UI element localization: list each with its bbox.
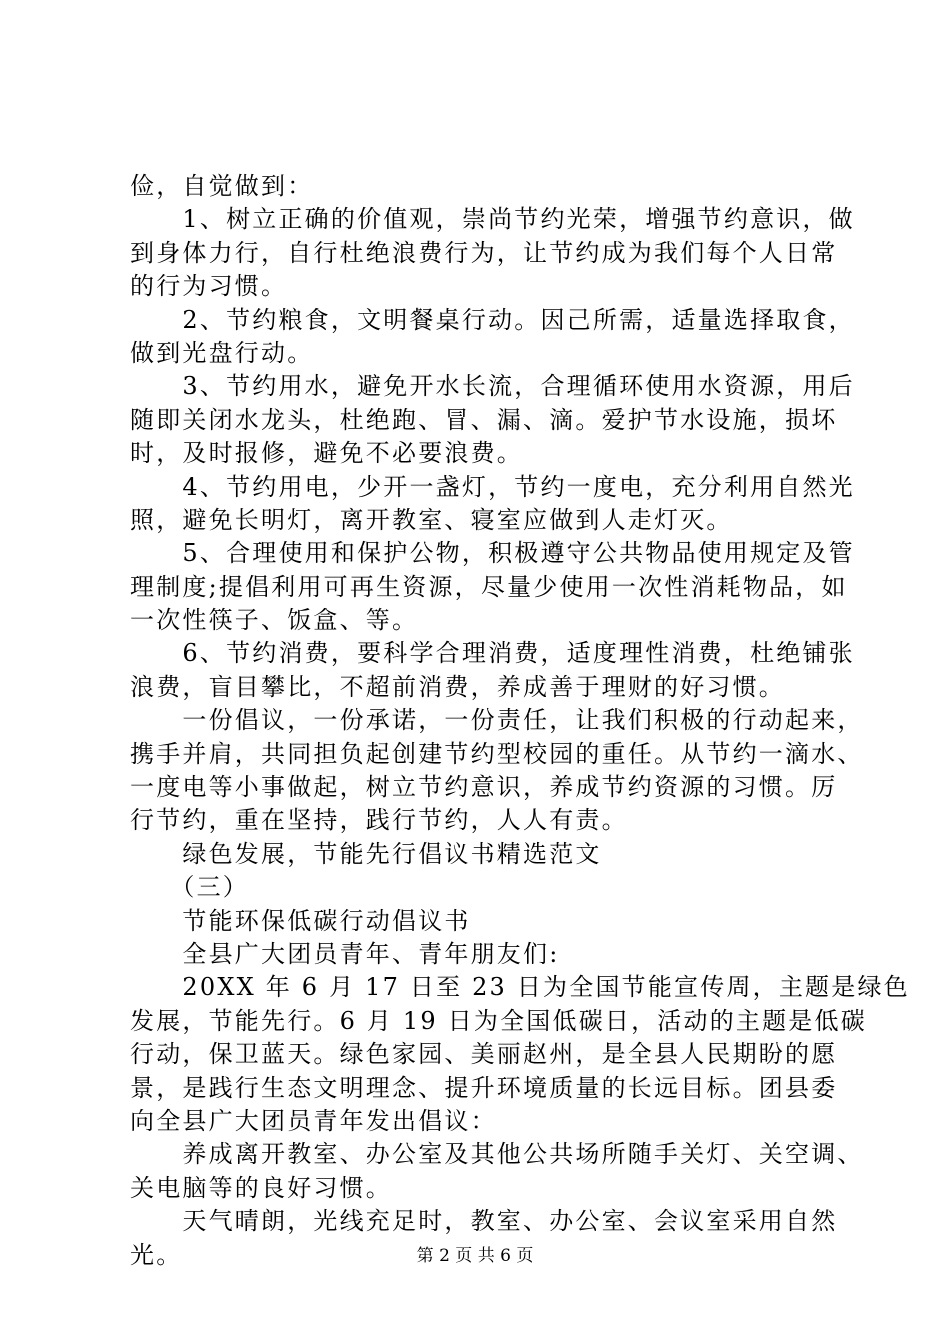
text-line: 一次性筷子、饭盒、等。 bbox=[130, 606, 419, 635]
text-line: 5、合理使用和保护公物，积极遵守公共物品使用规定及管 bbox=[130, 539, 855, 568]
document-body bbox=[130, 170, 910, 1272]
text-line: 随即关闭水龙头，杜绝跑、冒、漏、滴。爱护节水设施，损坏 bbox=[130, 405, 838, 434]
text-line: 2、节约粮食，文明餐桌行动。因己所需，适量选择取食， bbox=[130, 305, 855, 334]
text-line: 一份倡议，一份承诺，一份责任，让我们积极的行动起来， bbox=[130, 706, 864, 735]
text-line: 的行为习惯。 bbox=[130, 272, 288, 301]
text-line: 天气晴朗，光线充足时，教室、办公室、会议室采用自然 bbox=[130, 1207, 838, 1236]
text-line: 浪费，盲目攀比，不超前消费，养成善于理财的好习惯。 bbox=[130, 672, 785, 701]
text-line: 关电脑等的良好习惯。 bbox=[130, 1173, 392, 1202]
text-line: 一度电等小事做起，树立节约意识，养成节约资源的习惯。厉 bbox=[130, 773, 838, 802]
text-line: 俭，自觉做到： bbox=[130, 172, 314, 200]
text-line: 行节约，重在坚持，践行节约，人人有责。 bbox=[130, 806, 628, 835]
text-line: 1、树立正确的价值观，崇尚节约光荣，增强节约意识，做 bbox=[130, 205, 855, 234]
page-number-footer: 第 2 页 共 6 页 bbox=[416, 1246, 534, 1266]
document-title: 节能环保低碳行动倡议书 bbox=[130, 906, 471, 935]
text-line: 6、节约消费，要科学合理消费，适度理性消费，杜绝铺张 bbox=[130, 639, 855, 668]
text-line: 养成离开教室、办公室及其他公共场所随手关灯、关空调、 bbox=[130, 1140, 864, 1169]
text-line: 照，避免长明灯，离开教室、寝室应做到人走灯灭。 bbox=[130, 505, 733, 534]
text-line: 3、节约用水，避免开水长流，合理循环使用水资源，用后 bbox=[130, 372, 855, 401]
salutation: 全县广大团员青年、青年朋友们: bbox=[130, 939, 560, 968]
text-line: 到身体力行，自行杜绝浪费行为，让节约成为我们每个人日常 bbox=[130, 238, 838, 267]
text-line: 携手并肩，共同担负起创建节约型校园的重任。从节约一滴水、 bbox=[130, 739, 864, 768]
text-line: 发展，节能先行。6 月 19 日为全国低碳日，活动的主题是低碳 bbox=[130, 1006, 867, 1035]
text-line: 景，是践行生态文明理念、提升环境质量的长远目标。团县委 bbox=[130, 1073, 838, 1102]
text-line: 理制度;提倡利用可再生资源，尽量少使用一次性消耗物品，如 bbox=[130, 572, 848, 601]
text-line: 行动，保卫蓝天。绿色家园、美丽赵州，是全县人民期盼的愿 bbox=[130, 1040, 838, 1069]
section-heading: 绿色发展，节能先行倡议书精选范文 bbox=[130, 839, 602, 868]
text-line: 20XX 年 6 月 17 日至 23 日为全国节能宣传周，主题是绿色 bbox=[130, 973, 910, 1002]
text-line: 向全县广大团员青年发出倡议： bbox=[130, 1106, 497, 1135]
text-line: 做到光盘行动。 bbox=[130, 338, 314, 367]
text-line: 时，及时报修，避免不必要浪费。 bbox=[130, 439, 523, 468]
text-line: 光。 bbox=[130, 1240, 183, 1269]
section-number: （三） bbox=[130, 873, 249, 902]
text-line: 4、节约用电，少开一盏灯，节约一度电，充分利用自然光 bbox=[130, 472, 855, 501]
